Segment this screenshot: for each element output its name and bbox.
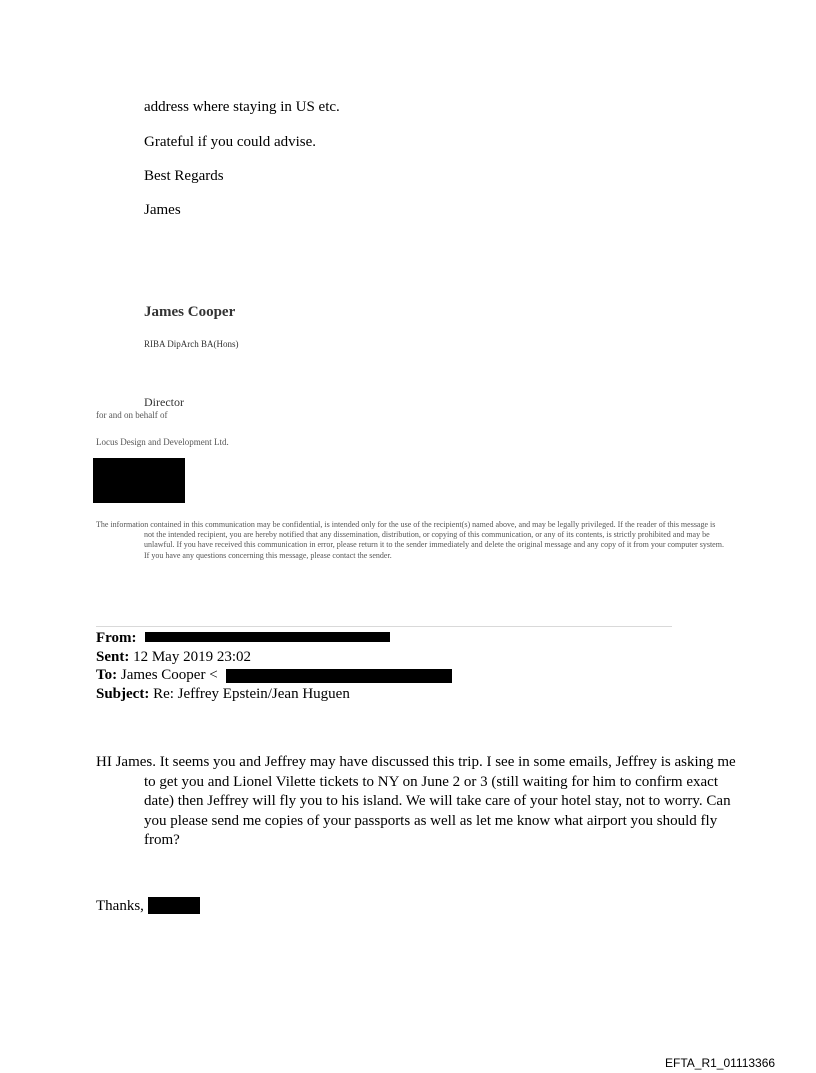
redacted-from-address [145,632,390,642]
document-id: EFTA_R1_01113366 [665,1056,776,1070]
message-body: HI James. It seems you and Jeffrey may have discussed this trip. I see in some emails, Jeffrey is asking me to get you and Lionel Vilette tickets to NY on June 2 or 3 (still waiting for him to confirm exact date) then Jeffrey will fly you to his island. We will take care of your hotel stay, not to worry. Can you please send me copies of your passports as well as let me know what airport you should fly from? [96,754,736,849]
sent-label: Sent: [96,649,130,665]
confidentiality-disclaimer: The information contained in this communication may be confidential, is intended only for the use of the recipient(s) named above, and may be legally privileged. If the reader of this message is not the intended recipient, you are hereby notified that any dissemination, distribution, or copying of this communication, or any of its contents, is strictly prohibited and may be unlawful. If you have received this communication in error, please return it to the sender immediately and delete the original message and any copy of it from your computer system. If you have any questions concerning this message, please contact the sender. [96,520,724,560]
redacted-sender-name [148,897,200,914]
header-subject [96,685,350,703]
header-divider [96,626,672,627]
header-sent [96,648,251,666]
to-value: James Cooper < [120,667,218,683]
to-label: To: [96,667,118,683]
header-from [96,629,137,647]
sent-value: 12 May 2019 23:02 [133,649,252,665]
signature-qualifications: RIBA DipArch BA(Hons) [144,339,239,349]
email-line-address: address where staying in US etc. [144,99,340,115]
header-to [96,666,218,684]
email-line-regards: Best Regards [144,168,224,184]
email-line-advise: Grateful if you could advise. [144,134,317,150]
signature-name: James Cooper [144,304,236,320]
subject-label: Subject: [96,686,150,702]
redacted-to-address [226,669,452,683]
signature-on-behalf: for and on behalf of [96,410,168,420]
message-closing: Thanks, [96,898,144,914]
email-line-signoff: James [144,202,181,218]
signature-company: Locus Design and Development Ltd. [96,437,229,447]
from-label: From: [96,630,137,646]
signature-title: Director [144,395,184,409]
redacted-logo [93,458,185,503]
subject-value: Re: Jeffrey Epstein/Jean Huguen [153,686,350,702]
